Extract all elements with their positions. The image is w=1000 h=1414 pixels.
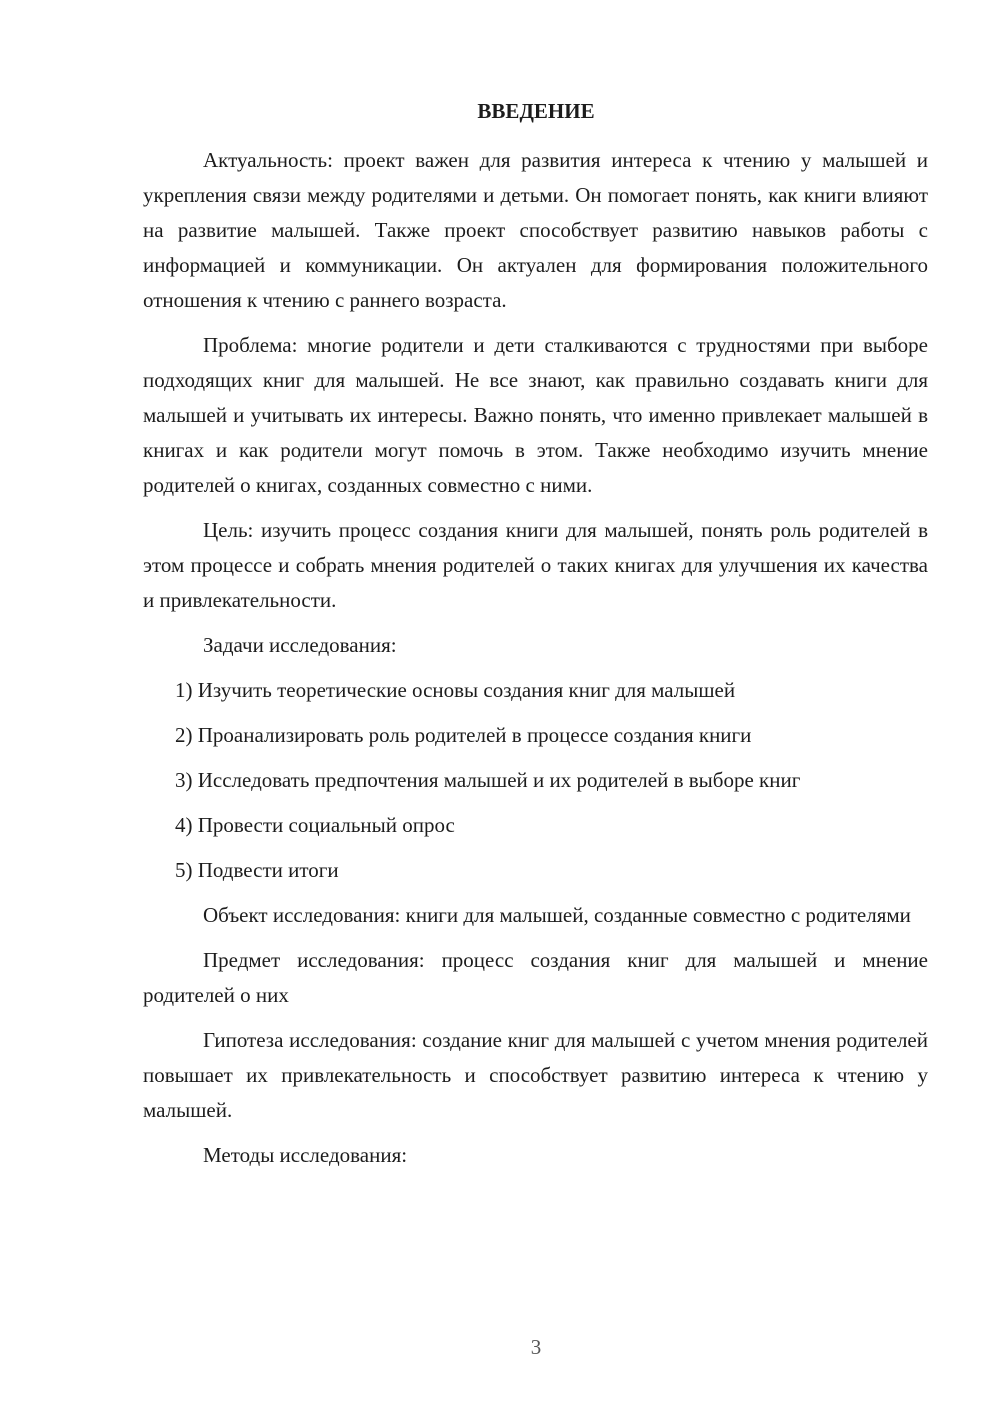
problem-paragraph: Проблема: многие родители и дети сталкиваются с трудностями при выборе подходящих книг для малышей. Не все знают, как правильно создавать книги для малышей и учитывать их интересы. Важно понять, что именно привлекает малышей в книгах и как родители могут помочь в этом. Также необходимо изучить мнение родителей о книгах, созданных совместно с ними. [143, 333, 928, 497]
goal-paragraph: Цель: изучить процесс создания книги для малышей, понять роль родителей в этом процессе и собрать мнения родителей о таких книгах для улучшения их качества и привлекательности. [143, 518, 928, 612]
object-paragraph: Объект исследования: книги для малышей, созданные совместно с родителями [203, 903, 911, 927]
tasks-heading: Задачи исследования: [203, 633, 397, 657]
task-item: 2) Проанализировать роль родителей в процессе создания книги [175, 723, 752, 747]
page-title: ВВЕДЕНИЕ [477, 99, 595, 123]
task-item: 1) Изучить теоретические основы создания книг для малышей [175, 678, 736, 702]
methods-heading: Методы исследования: [203, 1143, 408, 1167]
task-item: 5) Подвести итоги [175, 858, 339, 882]
hypothesis-paragraph: Гипотеза исследования: создание книг для малышей с учетом мнения родителей повышает их привлекательность и способствует развитию интереса к чтению у малышей. [143, 1028, 928, 1122]
page-number: 3 [530, 1335, 542, 1359]
document-body [143, 143, 928, 1183]
subject-paragraph: Предмет исследования: процесс создания книг для малышей и мнение родителей о них [143, 948, 928, 1007]
task-item: 3) Исследовать предпочтения малышей и их родителей в выборе книг [175, 768, 801, 792]
relevance-paragraph: Актуальность: проект важен для развития интереса к чтению у малышей и укрепления связи между родителями и детьми. Он помогает понять, как книги влияют на развитие малышей. Также проект способствует развитию навыков работы с информацией и коммуникации. Он актуален для формирования положительного отношения к чтению с раннего возраста. [143, 148, 928, 312]
task-item: 4) Провести социальный опрос [175, 813, 455, 837]
